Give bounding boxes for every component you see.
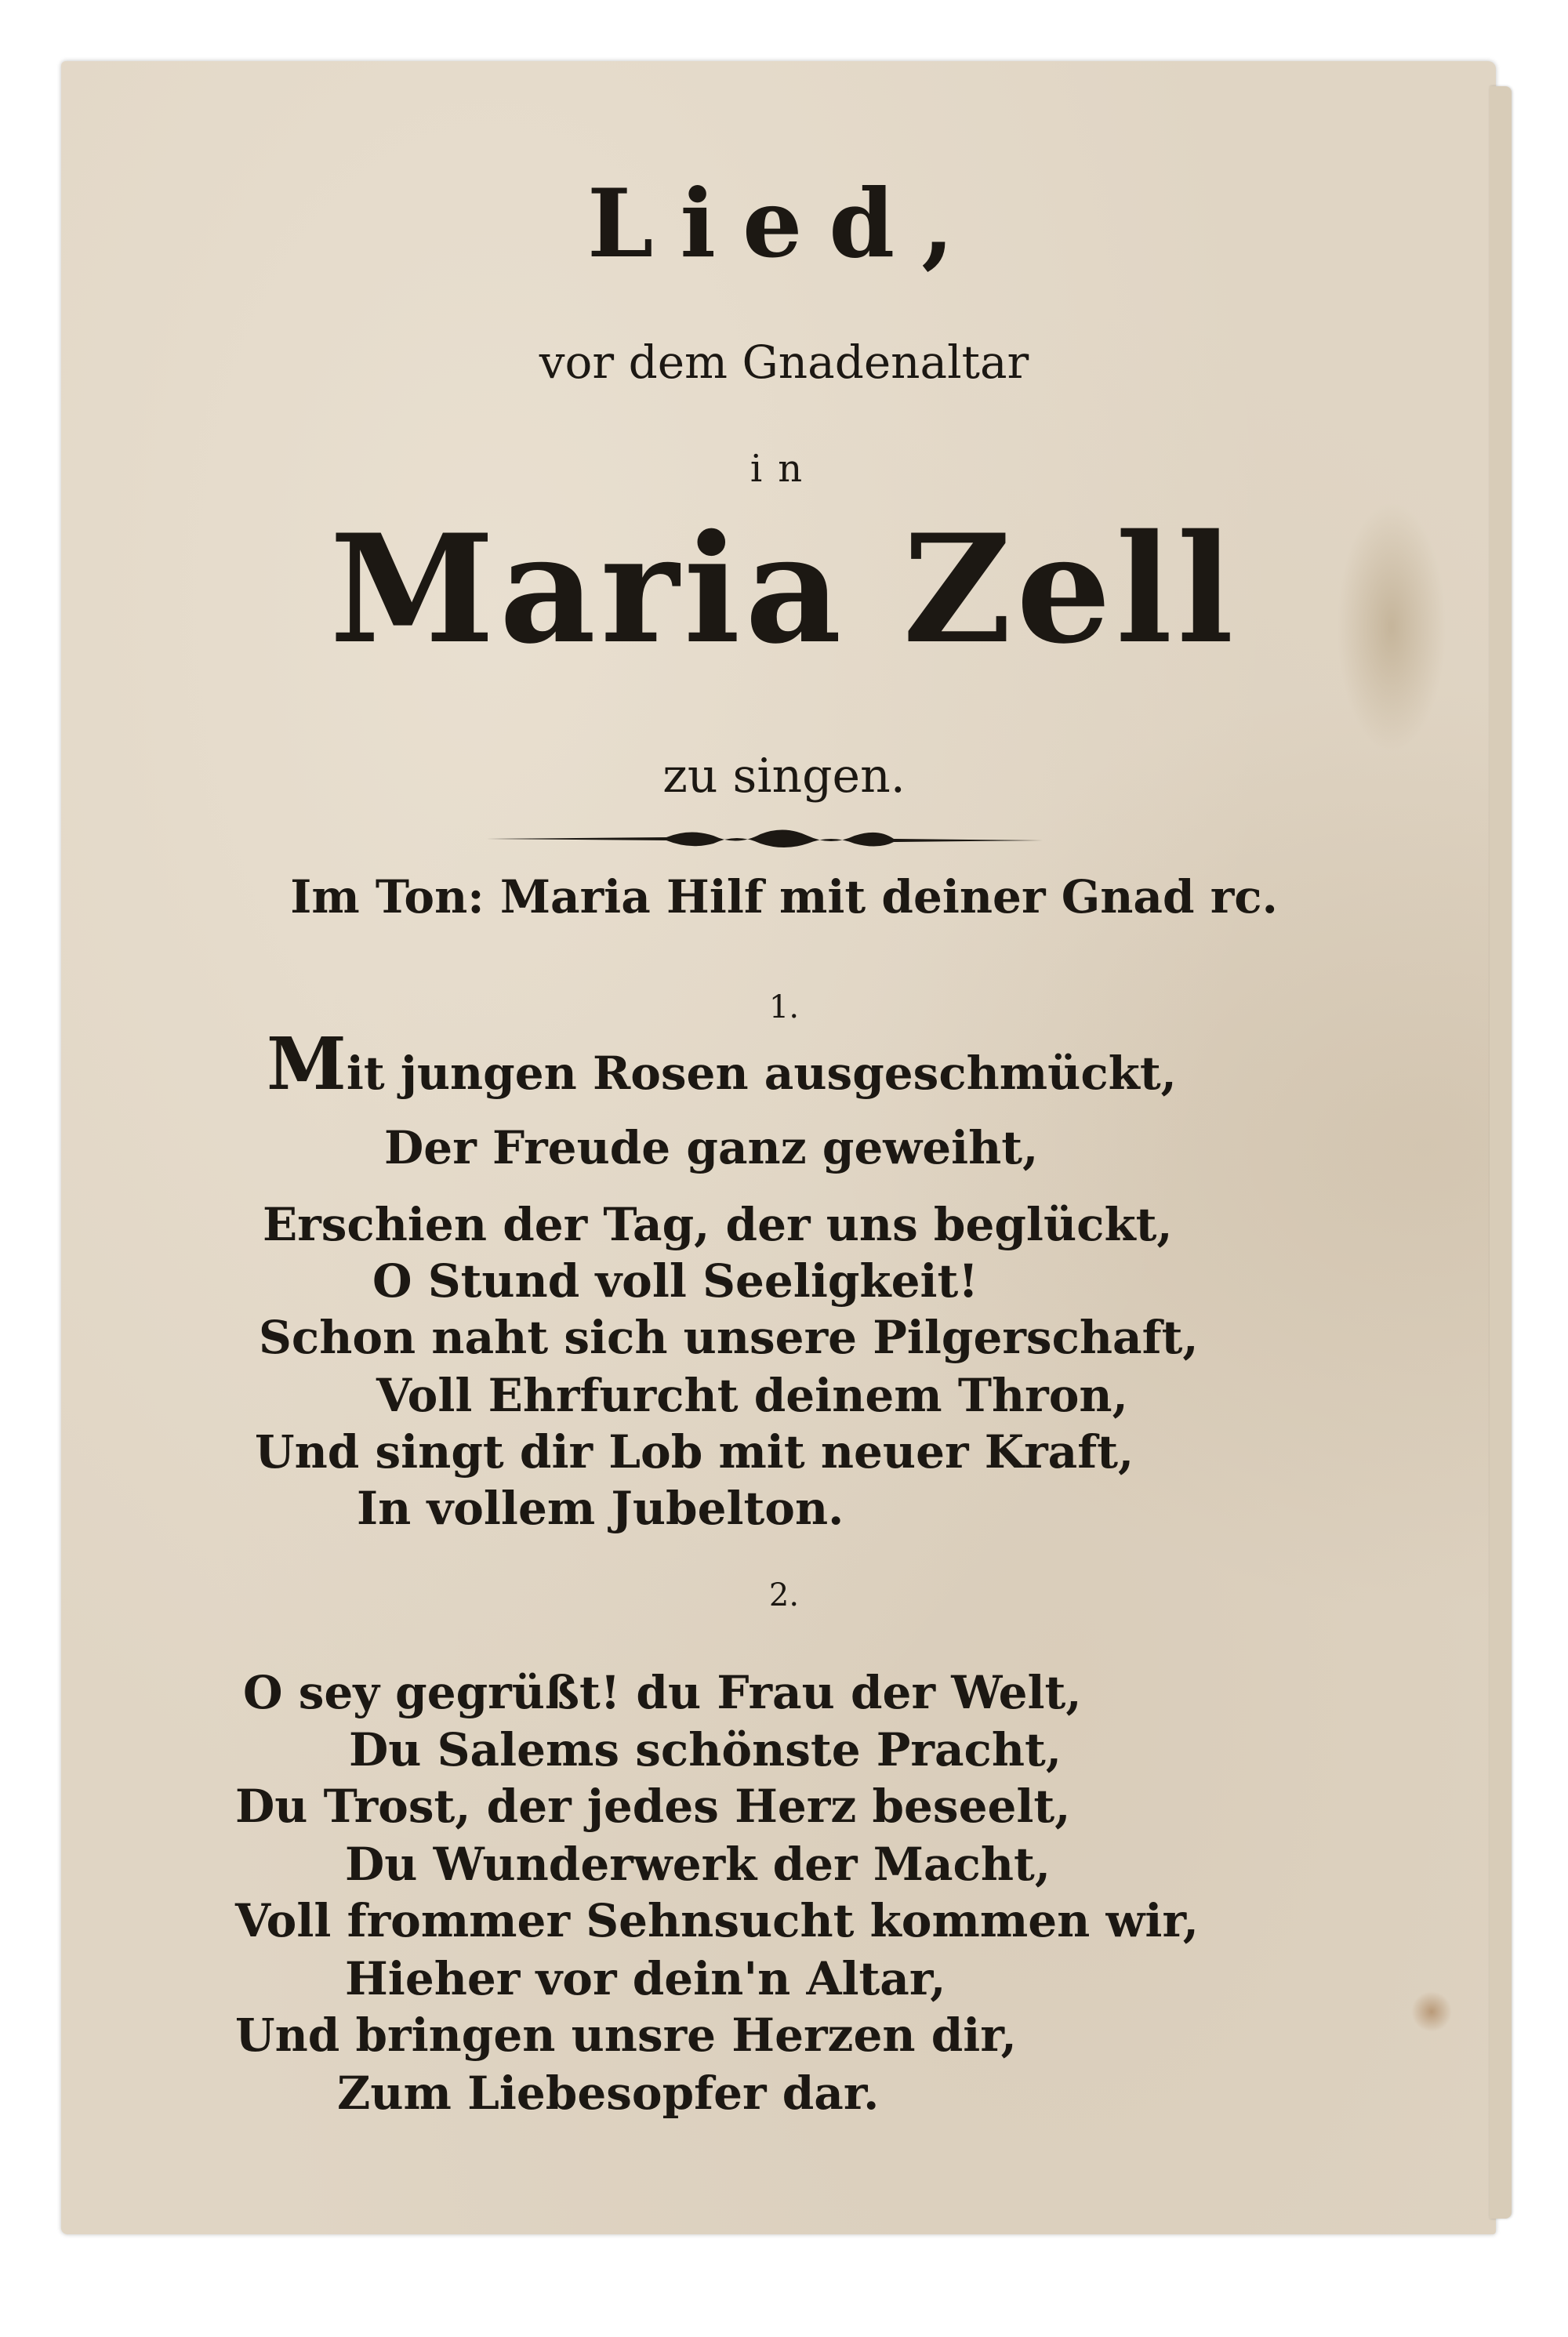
stanza-2-line-2: Du Salems schönste Pracht,	[349, 1723, 1062, 1776]
stanza-2-line-1: O sey gegrüßt! du Frau der Welt,	[243, 1666, 1082, 1719]
document-title: Lied,	[587, 169, 981, 279]
stanza-1-line-7: Und singt dir Lob mit neuer Kraft,	[255, 1425, 1134, 1479]
stanza-1-line-2: Der Freude ganz geweiht,	[384, 1121, 1039, 1174]
to-sing-line: zu singen.	[662, 749, 906, 804]
place-name: Maria Zell	[329, 502, 1239, 677]
document-subtitle: vor dem Gnadenaltar	[539, 336, 1029, 389]
stanza-2-line-6: Hieher vor dein'n Altar,	[345, 1952, 946, 2005]
paper-spot	[1411, 1991, 1452, 2032]
stanza-2-line-8: Zum Liebesopfer dar.	[337, 2067, 880, 2120]
stanza-1-line-6: Voll Ehrfurcht deinem Thron,	[376, 1369, 1128, 1422]
stanza-2-line-4: Du Wunderwerk der Macht,	[345, 1838, 1051, 1891]
ornament-rule	[486, 823, 1043, 855]
dropcap-letter: M	[267, 1022, 347, 1106]
stanza-number-2: 2.	[768, 1577, 800, 1613]
stanza-1-line-4: O Stund voll Seeligkeit!	[372, 1254, 978, 1308]
stanza-1-line-8: In vollem Jubelton.	[357, 1482, 844, 1535]
in-word: in	[750, 447, 818, 491]
stanza-2-line-5: Voll frommer Sehnsucht kommen wir,	[235, 1894, 1199, 1947]
stanza-1-line-5: Schon naht sich unsere Pilgerschaft,	[259, 1311, 1199, 1364]
stanza-number-1: 1.	[768, 989, 800, 1025]
stanza-2-line-7: Und bringen unsre Herzen dir,	[235, 2009, 1017, 2062]
paper-edge	[1490, 86, 1512, 2219]
stanza-2-line-3: Du Trost, der jedes Herz beseelt,	[235, 1780, 1071, 1833]
tune-line: Im Ton: Maria Hilf mit deiner Gnad rc.	[290, 870, 1278, 924]
stanza-1-line-1: Mit jungen Rosen ausgeschmückt,	[267, 1022, 1177, 1106]
stanza-1-line-3: Erschien der Tag, der uns beglückt,	[263, 1198, 1173, 1251]
